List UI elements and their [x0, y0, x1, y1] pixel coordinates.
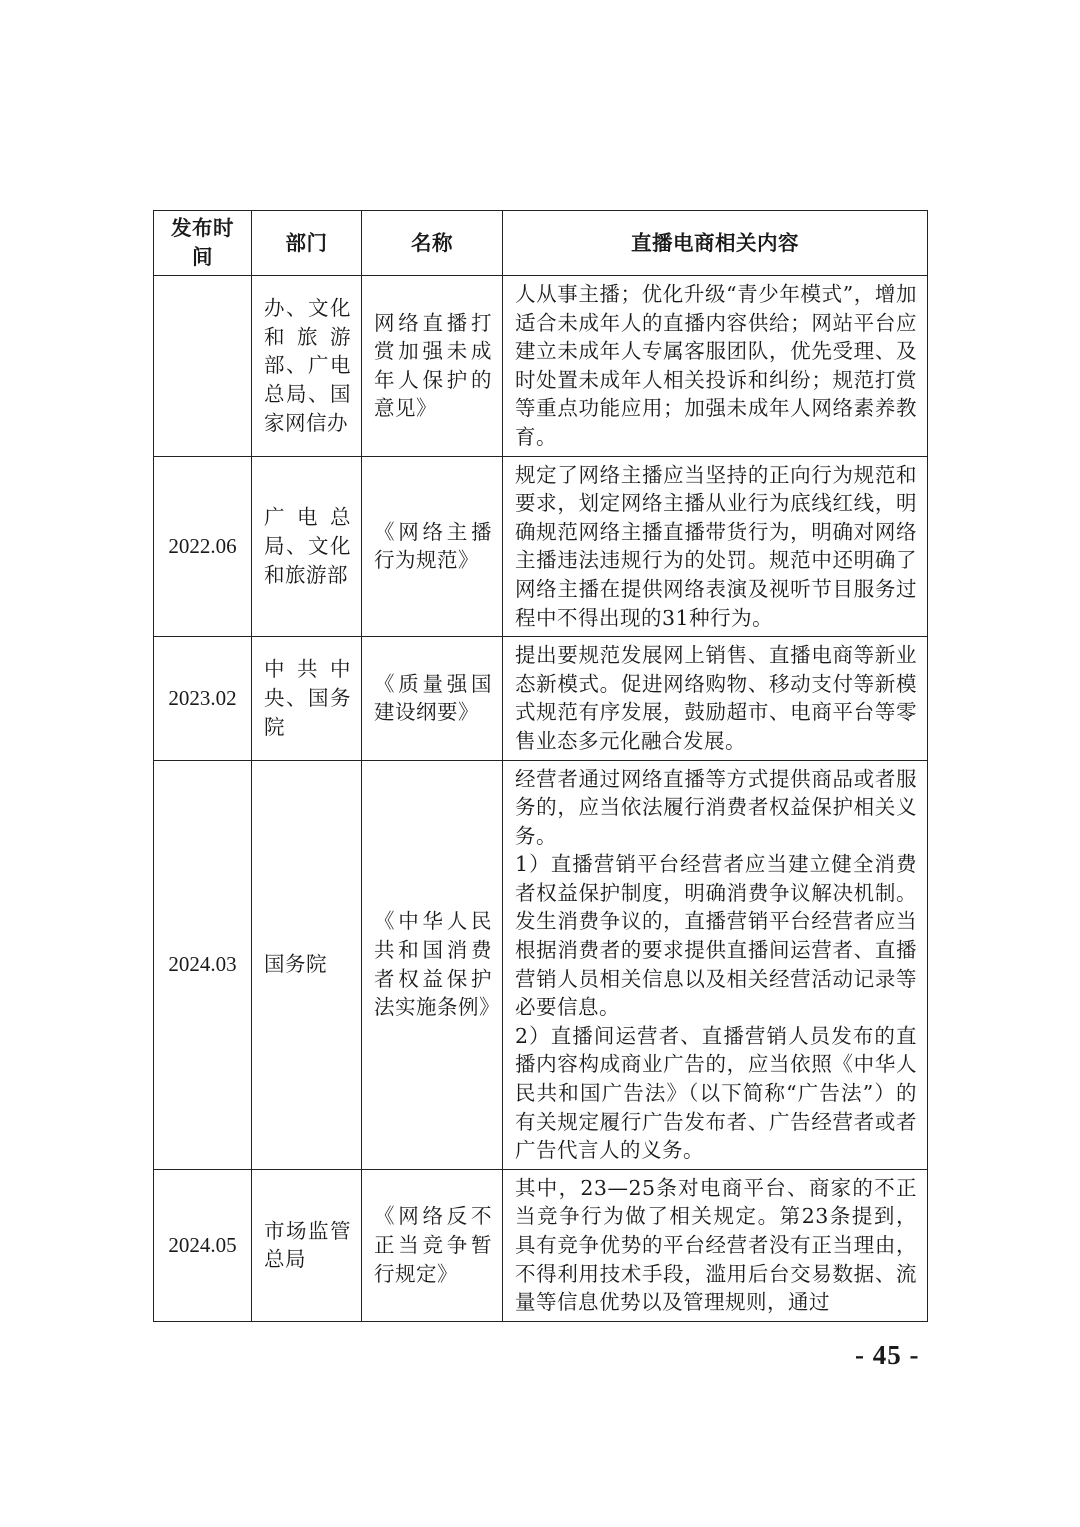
row-date: 2022.06 [154, 456, 252, 637]
row-content [503, 276, 928, 457]
content-paragraph: 2）直播间运营者、直播营销人员发布的直播内容构成商业广告的，应当依照《中华人民共和国广告法》（以下简称“广告法”）的有关规定履行广告发布者、广告经营者或者广告代言人的义务。 [515, 1023, 917, 1163]
row-content [503, 456, 928, 637]
table-row [154, 760, 928, 1169]
row-date: 2024.03 [154, 760, 252, 1169]
content-paragraph: 人从事主播；优化升级“青少年模式”，增加适合未成年人的直播内容供给；网站平台应建立未成年人专属客服团队，优先受理、及时处置未成年人相关投诉和纠纷；规范打赏等重点功能应用；加强未成年人网络素养教育。 [515, 282, 917, 449]
row-date: 2024.05 [154, 1169, 252, 1321]
header-date: 发布时间 [154, 211, 252, 276]
row-dept: 广电总局、文化和旅游部 [252, 456, 362, 637]
content-paragraph: 其中，23—25条对电商平台、商家的不正当竞争行为做了相关规定。第23条提到，具有竞争优势的平台经营者没有正当理由，不得利用技术手段，滥用后台交易数据、流量等信息优势以及管理规则，通过 [515, 1175, 917, 1315]
row-content [503, 637, 928, 760]
table-row [154, 1169, 928, 1321]
row-name: 《质量强国建设纲要》 [362, 637, 503, 760]
table-row [154, 456, 928, 637]
row-name: 《中华人民共和国消费者权益保护法实施条例》 [362, 760, 503, 1169]
row-name: 《网络主播行为规范》 [362, 456, 503, 637]
policy-table [153, 210, 928, 1322]
content-paragraph: 规定了网络主播应当坚持的正向行为规范和要求，划定网络主播从业行为底线红线，明确规范网络主播直播带货行为，明确对网络主播违法违规行为的处罚。规范中还明确了网络主播在提供网络表演及视听节目服务过程中不得出现的31种行为。 [515, 462, 917, 630]
row-content [503, 760, 928, 1169]
row-name: 网络直播打赏加强未成年人保护的意见》 [362, 276, 503, 457]
row-date: 2023.02 [154, 637, 252, 760]
row-dept: 国务院 [252, 760, 362, 1169]
table-row [154, 637, 928, 760]
row-date [154, 276, 252, 457]
row-content [503, 1169, 928, 1321]
content-paragraph: 提出要规范发展网上销售、直播电商等新业态新模式。促进网络购物、移动支付等新模式规范有序发展，鼓励超市、电商平台等零售业态多元化融合发展。 [515, 643, 917, 753]
table-header-row [154, 211, 928, 276]
header-name: 名称 [362, 211, 503, 276]
table-row [154, 276, 928, 457]
row-dept: 办、文化和旅游部、广电总局、国家网信办 [252, 276, 362, 457]
row-name: 《网络反不正当竞争暂行规定》 [362, 1169, 503, 1321]
header-content: 直播电商相关内容 [503, 211, 928, 276]
row-dept: 市场监管总局 [252, 1169, 362, 1321]
content-paragraph: 经营者通过网络直播等方式提供商品或者服务的，应当依法履行消费者权益保护相关义务。 [515, 766, 917, 848]
page-number: - 45 - [855, 1340, 920, 1370]
content-paragraph: 1）直播营销平台经营者应当建立健全消费者权益保护制度，明确消费争议解决机制。发生消费争议的，直播营销平台经营者应当根据消费者的要求提供直播间运营者、直播营销人员相关信息以及相关经营活动记录等必要信息。 [515, 852, 917, 1020]
row-dept: 中共中央、国务院 [252, 637, 362, 760]
header-dept: 部门 [252, 211, 362, 276]
